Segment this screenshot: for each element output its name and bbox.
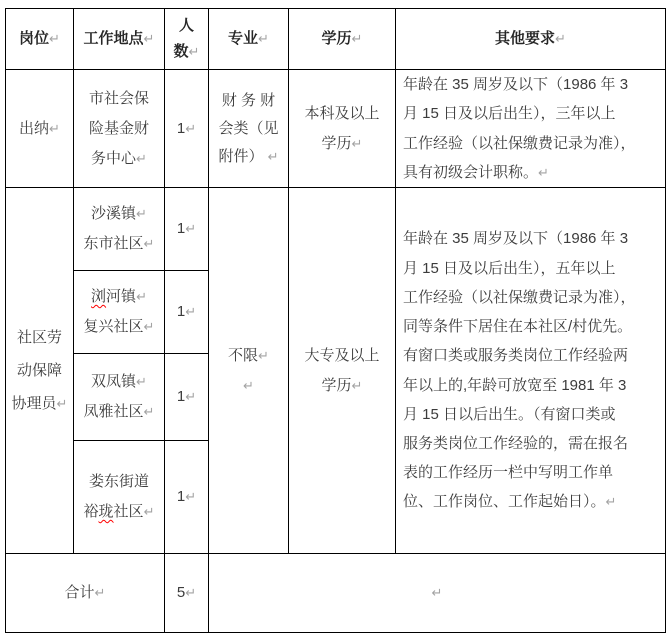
- total-row: [6, 554, 666, 633]
- site-location-cell: 沙溪镇↵ 东市社区↵: [74, 188, 165, 271]
- return-mark: ↵: [188, 44, 200, 59]
- coordinator-major-cell: 不限↵ ↵: [209, 188, 289, 554]
- return-mark: ↵: [143, 404, 155, 419]
- header-row: [6, 9, 666, 70]
- return-mark: ↵: [185, 120, 197, 136]
- return-mark: ↵: [431, 585, 443, 600]
- return-mark: ↵: [185, 304, 197, 319]
- return-mark: ↵: [136, 374, 147, 389]
- return-mark: ↵: [555, 31, 566, 46]
- site-count-cell: 1↵: [165, 354, 209, 441]
- site-location-cell: 娄东街道 裕珑社区↵: [74, 441, 165, 554]
- cashier-requirements-cell: 年龄在 35 周岁及以下（1986 年 3 月 15 日及以后出生），三年以上 工作经验（以社保缴费记录为准）， 具有初级会计职称。↵: [396, 70, 666, 188]
- return-mark: ↵: [185, 585, 197, 600]
- site-count-cell: 1↵: [165, 188, 209, 271]
- header-headcount: 人 数↵: [165, 9, 209, 70]
- header-major: 专业↵: [209, 9, 289, 70]
- total-count-cell: 5↵: [165, 554, 209, 633]
- return-mark: ↵: [605, 494, 617, 510]
- cashier-count-cell: 1↵: [165, 70, 209, 188]
- return-mark: ↵: [143, 504, 155, 519]
- cashier-major-cell: 财 务 财 会类（见 附件） ↵: [209, 70, 289, 188]
- return-mark: ↵: [351, 31, 363, 46]
- return-mark: ↵: [185, 221, 197, 236]
- site-location-cell: 双凤镇↵ 凤雅社区↵: [74, 354, 165, 441]
- total-blank-cell: [209, 554, 666, 633]
- coordinator-row-shaxi: [6, 188, 666, 271]
- site-location-cell: 浏河镇↵ 复兴社区↵: [74, 271, 165, 354]
- return-mark: ↵: [351, 377, 363, 393]
- coordinator-education-cell: 大专及以上 学历↵: [289, 188, 396, 554]
- cashier-location-cell: 市社会保 险基金财 务中心↵: [74, 70, 165, 188]
- return-mark: ↵: [143, 236, 155, 251]
- spellcheck-squiggle: 珑: [98, 503, 114, 520]
- return-mark: ↵: [258, 347, 269, 363]
- return-mark: ↵: [56, 396, 68, 411]
- header-location: 工作地点↵: [74, 9, 165, 70]
- header-education: 学历↵: [289, 9, 396, 70]
- return-mark: ↵: [136, 289, 147, 304]
- return-mark: ↵: [94, 585, 106, 600]
- header-position: 岗位↵: [6, 9, 74, 70]
- total-label-cell: 合计↵: [6, 554, 165, 633]
- return-mark: ↵: [267, 148, 279, 164]
- return-mark: ↵: [351, 135, 363, 151]
- site-count-cell: 1↵: [165, 441, 209, 554]
- return-mark: ↵: [258, 31, 269, 46]
- return-mark: ↵: [185, 489, 197, 504]
- return-mark: ↵: [143, 31, 155, 46]
- return-mark: ↵: [49, 31, 60, 46]
- return-mark: ↵: [143, 319, 155, 334]
- cashier-position-cell: 出纳↵: [6, 70, 74, 188]
- cashier-row: [6, 70, 666, 188]
- return-mark: ↵: [185, 389, 197, 404]
- return-mark: ↵: [136, 150, 147, 166]
- site-count-cell: 1↵: [165, 271, 209, 354]
- coordinator-position-cell: 社区劳 动保障 协理员↵: [6, 188, 74, 554]
- spellcheck-squiggle: 浏: [91, 288, 107, 305]
- return-mark: ↵: [136, 206, 147, 221]
- recruitment-table: [5, 8, 666, 633]
- coordinator-requirements-cell: 年龄在 35 周岁及以下（1986 年 3 月 15 日及以后出生），五年以上 工作经验（以社保缴费记录为准）， 同等条件下居住在本社区/村优先。 有窗口类或服务类岗位工作经验两 年以上的,年龄可放宽至 1981 年 3 月 15 日以后出生。（有窗口类或 服务类岗位工作经验的，需在报名 表的工作经历一栏中写明工作单 位、工作岗位、工作起始日）。↵: [396, 188, 666, 554]
- cashier-education-cell: 本科及以上 学历↵: [289, 70, 396, 188]
- header-other-requirements: 其他要求↵: [396, 9, 666, 70]
- return-mark: ↵: [243, 377, 254, 393]
- return-mark: ↵: [49, 120, 60, 136]
- return-mark: ↵: [538, 164, 549, 180]
